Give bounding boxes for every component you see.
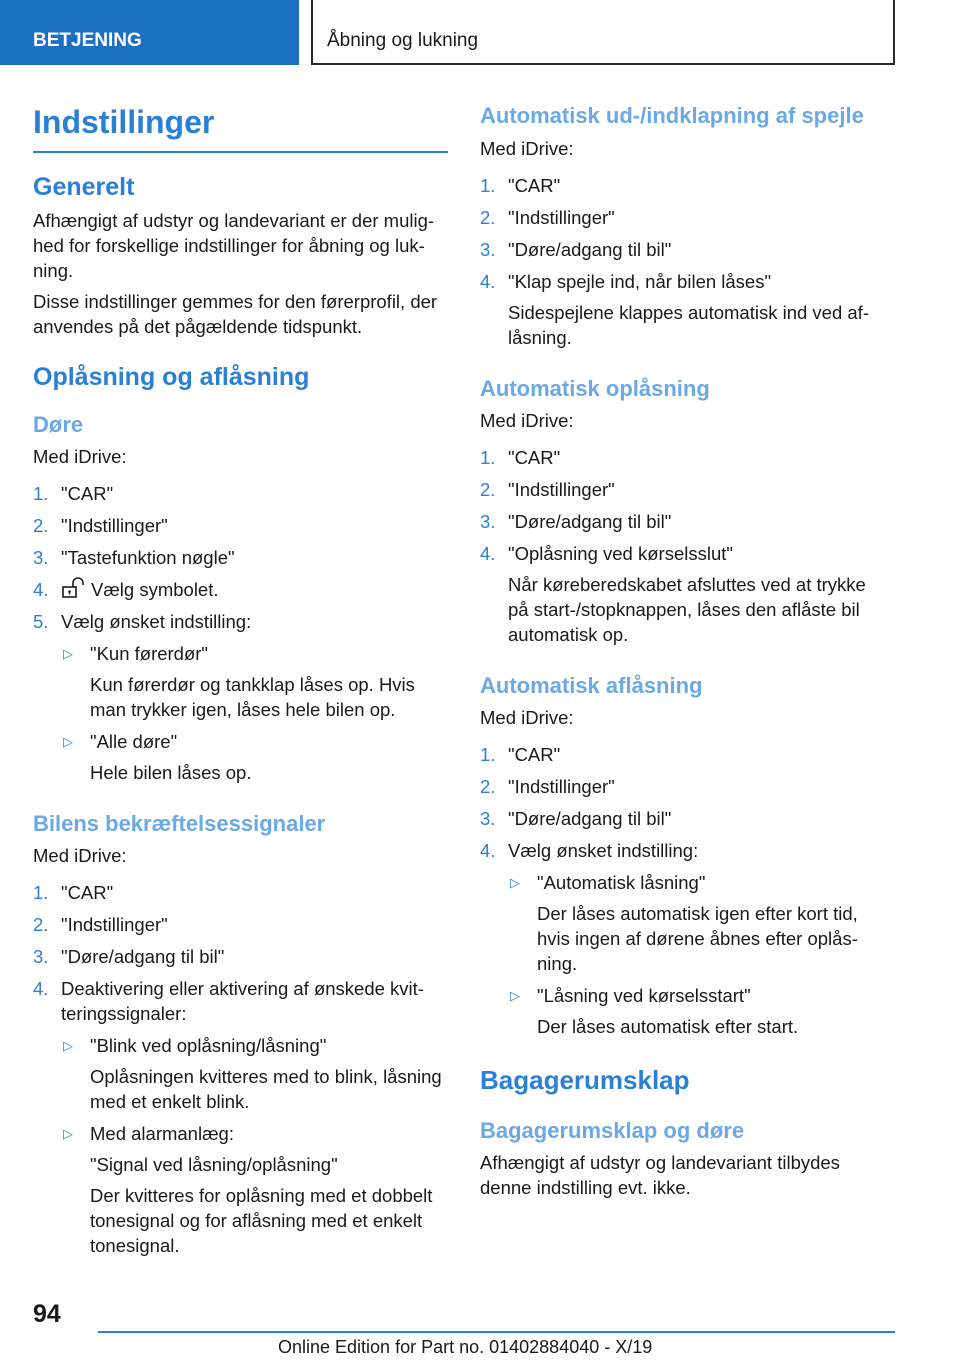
heading-oplaasning: Oplåsning og aflåsning (33, 363, 310, 391)
list-item: ▷ "Blink ved oplåsning/låsning" Oplåsningen kvitteres med to blink, låsning med et enkelt blink. (63, 1035, 442, 1112)
list-item: 4. Vælg ønsket indstilling: ▷ "Automatisk låsning" Der låses automatisk igen efter kort tid, hvis ingen af dørene åbnes efter oplåsning. ▷ "Låsning ved kørselsstart" Der låses automatisk efter start. (480, 838, 885, 1039)
list-item: 2. "Indstillinger" (480, 776, 615, 797)
list-item: 2. "Indstillinger" (33, 914, 168, 935)
list-item: ▷ "Kun førerdør" Kun førerdør og tankklap låses op. Hvis man trykker igen, låses hele bilen op. (63, 643, 415, 720)
list-item: 4. Vælg symbolet. (33, 579, 219, 600)
list-item: ▷ "Automatisk låsning" Der låses automatisk igen efter kort tid, hvis ingen af dørene åbnes efter oplåsning. (510, 872, 858, 974)
triangle-right-icon: ▷ (510, 988, 520, 1003)
list-item: 3. "Tastefunktion nøgle" (33, 547, 235, 568)
footer-edition: Online Edition for Part no. 01402884040 - X/19 (278, 1337, 653, 1357)
steps-list (480, 445, 885, 647)
section-tab (0, 0, 299, 65)
list-item: 5. Vælg ønsket indstilling: ▷ "Kun førerdør" Kun førerdør og tankklap låses op. Hvis man trykker igen, låses hele bilen op. ▷ "Alle døre" Hele bilen låses op. (33, 609, 448, 785)
triangle-right-icon: ▷ (63, 1126, 73, 1141)
left-column (33, 100, 448, 1265)
list-item: ▷ Med alarmanlæg: "Signal ved låsning/oplåsning" Der kvitteres for oplåsning med et dobbelt tonesignal og for aflåsning med et enkelt tonesignal. (63, 1123, 433, 1256)
list-item: ▷ "Låsning ved kørselsstart" Der låses automatisk efter start. (510, 985, 799, 1037)
intro-text: Med iDrive: (480, 138, 574, 159)
list-item: 3. "Døre/adgang til bil" (480, 808, 672, 829)
intro-text: Med iDrive: (33, 845, 127, 866)
heading-bekraeftelse: Bilens bekræftelsessignaler (33, 811, 326, 836)
list-item: 4. Deaktivering eller aktivering af ønskede kvitteringssignaler: ▷ "Blink ved oplåsning/låsning" Oplåsningen kvitteres med to blink, låsning med et enkelt blink. ▷ Med alarmanlæg: "Signal ved låsning/oplåsning" Der kvitteres for oplåsning med et dobbelt tonesignal og for aflåsning med et enkelt tonesignal. (33, 976, 448, 1258)
options-list (61, 641, 448, 785)
list-item: 2. "Indstillinger" (480, 207, 615, 228)
steps-list (33, 880, 448, 1258)
intro-text: Med iDrive: (33, 446, 127, 467)
list-item: 1. "CAR" (33, 483, 114, 504)
list-item: 1. "CAR" (480, 175, 561, 196)
heading-doere: Døre (33, 412, 84, 437)
chapter-tab (311, 0, 895, 65)
options-list (61, 1033, 448, 1258)
chapter-label: Åbning og lukning (327, 30, 479, 51)
heading-auto-aflaasning: Automatisk aflåsning (480, 673, 703, 698)
steps-list (480, 742, 885, 1039)
lock-open-icon (61, 577, 85, 599)
heading-generelt: Generelt (33, 173, 135, 201)
paragraph: Disse indstillinger gemmes for den førerprofil, der anvendes på det pågældende tidspunkt. (33, 291, 438, 337)
list-item: 4. "Oplåsning ved kørselsslut" Når køreberedskabet afsluttes ved at trykke på start-/stopknappen, låses den aflåste bil automatisk op. (480, 541, 885, 647)
page-number: 94 (33, 1300, 61, 1328)
triangle-right-icon: ▷ (63, 1038, 73, 1053)
paragraph: Afhængigt af udstyr og landevariant er der mulighed for forskellige indstillinger for åbning og lukning. (33, 210, 435, 281)
heading-bagagerum-doere: Bagagerumsklap og døre (480, 1118, 745, 1143)
paragraph: Afhængigt af udstyr og landevariant tilbydes denne indstilling evt. ikke. (480, 1152, 840, 1198)
list-item: 4. "Klap spejle ind, når bilen låses" Sidespejlene klappes automatisk ind ved aflåsning. (480, 269, 885, 350)
note-text: Når køreberedskabet afsluttes ved at trykke på start-/stopknappen, låses den aflåste bil automatisk op. (508, 574, 866, 645)
page-title: Indstillinger (33, 100, 448, 153)
list-item: 1. "CAR" (480, 447, 561, 468)
steps-list (480, 173, 885, 350)
list-item: 3. "Døre/adgang til bil" (33, 946, 225, 967)
list-item: 2. "Indstillinger" (480, 479, 615, 500)
list-item: 2. "Indstillinger" (33, 515, 168, 536)
list-item: 1. "CAR" (480, 744, 561, 765)
list-item: 3. "Døre/adgang til bil" (480, 239, 672, 260)
heading-auto-oplaasning: Automatisk oplåsning (480, 376, 710, 401)
footer-divider (98, 1331, 895, 1333)
heading-bagagerum: Bagagerumsklap (480, 1065, 690, 1095)
heading-spejle: Automatisk ud-/indklapning af spejle (480, 103, 864, 128)
intro-text: Med iDrive: (480, 410, 574, 431)
options-list (508, 870, 885, 1039)
triangle-right-icon: ▷ (63, 734, 73, 749)
right-column (480, 100, 885, 1206)
list-item: ▷ "Alle døre" Hele bilen låses op. (63, 731, 252, 783)
intro-text: Med iDrive: (480, 707, 574, 728)
triangle-right-icon: ▷ (63, 646, 73, 661)
note-text: Sidespejlene klappes automatisk ind ved aflåsning. (508, 302, 869, 348)
section-label: BETJENING (33, 30, 142, 51)
triangle-right-icon: ▷ (510, 875, 520, 890)
steps-list (33, 481, 448, 785)
list-item: 1. "CAR" (33, 882, 114, 903)
list-item: 3. "Døre/adgang til bil" (480, 511, 672, 532)
